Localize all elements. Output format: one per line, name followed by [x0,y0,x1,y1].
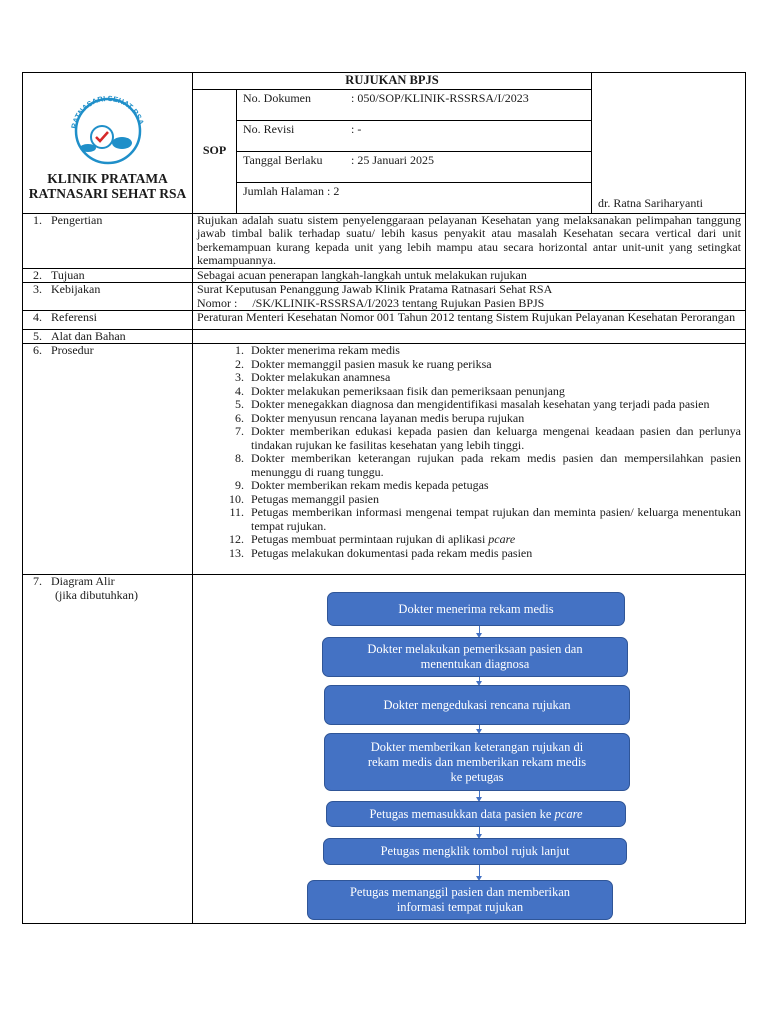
tanggal-label: Tanggal Berlaku [243,152,323,167]
tujuan-label: Tujuan [51,267,85,282]
logo-text: RATNASARI SEHAT RSA [68,93,146,130]
referensi-label-cell: 4. Referensi [23,311,193,330]
kebijakan-label: Kebijakan [51,282,101,296]
procedure-step: 3. Dokter melakukan anamnesa [247,371,741,385]
jumlah-value: : 2 [326,183,340,198]
prosedur-label-cell: 6. Prosedur [23,344,193,575]
flow-box-4: Dokter memberikan keterangan rujukan di rekam medis dan memberikan rekam medis ke petugas [324,733,630,791]
tujuan-text: Sebagai acuan penerapan langkah-langkah untuk melakukan rujukan [193,268,746,283]
flow-box-6: Petugas mengklik tombol rujuk lanjut [323,838,627,865]
pengertian-text: Rujukan adalah suatu sistem penyelenggaraan pelayanan Kesehatan yang melaksanakan pelimpahan tanggung jawab timbal balik terhadap suatu/ lebih kasus penyakit atau masalah Kesehatan secara vertical dari unit berkemampuan kurang kepada unit yang lebih mampu atau secara horizontal antar unit-unit yang setingkat kemampuannya. [193,213,746,268]
diagram-sublabel: (jika dibutuhkan) [55,587,138,602]
pengertian-label: Pengertian [51,212,103,227]
no-revisi-label: No. Revisi [243,121,295,136]
kebijakan-line2: Nomor : /SK/KLINIK-RSSRSA/I/2023 tentang Rujukan Pasien BPJS [197,295,545,310]
flowchart-cell [193,575,746,924]
tujuan-label-cell: 2. Tujuan [23,268,193,283]
flow-box-5: Petugas memasukkan data pasien ke pcare [326,801,626,827]
no-revisi-value: : - [351,121,362,136]
jumlah-label: Jumlah Halaman [243,183,324,198]
document-title: RUJUKAN BPJS [193,73,592,90]
signatory: dr. Ratna Sariharyanti [592,73,746,214]
procedure-step: 1. Dokter menerima rekam medis [247,344,741,358]
procedure-step: 12. Petugas membuat permintaan rujukan di aplikasi pcare [247,533,741,547]
procedure-step: 11. Petugas memberikan informasi mengenai tempat rujukan dan meminta pasien/ keluarga menentukan tempat rujukan. [247,506,741,533]
flow-box-7: Petugas memanggil pasien dan memberikan informasi tempat rujukan [307,880,613,920]
diagram-label: Diagram Alir [51,574,115,588]
pcare-text: pcare [488,532,516,546]
kebijakan-label-cell: 3. Kebijakan [23,283,193,311]
alat-label-cell: 5. Alat dan Bahan [23,329,193,344]
meta-no-revisi [237,120,592,151]
sop-table [22,72,746,924]
alat-label: Alat dan Bahan [51,328,126,343]
meta-no-dokumen [237,89,592,120]
flow-box-3: Dokter mengedukasi rencana rujukan [324,685,630,725]
referensi-label: Referensi [51,310,97,324]
no-dokumen-value: : 050/SOP/KLINIK-RSSRSA/I/2023 [351,90,529,105]
clinic-logo [62,91,154,165]
procedure-step: 6. Dokter menyusun rencana layanan medis berupa rujukan [247,412,741,426]
procedure-step: 8. Dokter memberikan keterangan rujukan pada rekam medis pasien dan mempersilahkan pasien menunggu di ruang tunggu. [247,452,741,479]
procedure-step: 4. Dokter melakukan pemeriksaan fisik dan pemeriksaan penunjang [247,385,741,399]
procedure-step: 13. Petugas melakukan dokumentasi pada rekam medis pasien [247,547,741,561]
diagram-label-cell: 7. Diagram Alir (jika dibutuhkan) [23,575,193,924]
procedure-list [197,344,741,560]
no-dokumen-label: No. Dokumen [243,90,311,105]
kebijakan-line1: Surat Keputusan Penanggung Jawab Klinik Pratama Ratnasari Sehat RSA [197,282,553,296]
clinic-name: KLINIK PRATAMA RATNASARI SEHAT RSA [28,170,187,201]
kebijakan-text [193,283,746,311]
procedure-step: 5. Dokter menegakkan diagnosa dan mengidentifikasi masalah kesehatan yang terjadi pada pasien [247,398,741,412]
procedure-step: 9. Dokter memberikan rekam medis kepada petugas [247,479,741,493]
sop-label: SOP [193,89,237,213]
procedure-step: 2. Dokter memanggil pasien masuk ke ruang periksa [247,358,741,372]
flowchart [193,575,745,923]
meta-jumlah [237,182,592,213]
procedure-step: 10. Petugas memanggil pasien [247,493,741,507]
sop-document [22,72,745,940]
flow-box-2: Dokter melakukan pemeriksaan pasien dan menentukan diagnosa [322,637,628,677]
tanggal-value: : 25 Januari 2025 [351,152,434,167]
prosedur-label: Prosedur [51,343,94,357]
meta-tanggal [237,151,592,182]
referensi-text: Peraturan Menteri Kesehatan Nomor 001 Tahun 2012 tentang Sistem Rujukan Pelayanan Kesehatan Perorangan [193,311,746,330]
prosedur-cell [193,344,746,575]
pengertian-label-cell: 1. Pengertian [23,213,193,268]
flow-box-1: Dokter menerima rekam medis [327,592,625,626]
clinic-header [23,73,193,214]
procedure-step: 7. Dokter memberikan edukasi kepada pasien dan keluarga mengenai keadaan pasien dan perlunya tindakan rujukan ke fasilitas kesehatan yang lebih tinggi. [247,425,741,452]
alat-text [193,329,746,344]
